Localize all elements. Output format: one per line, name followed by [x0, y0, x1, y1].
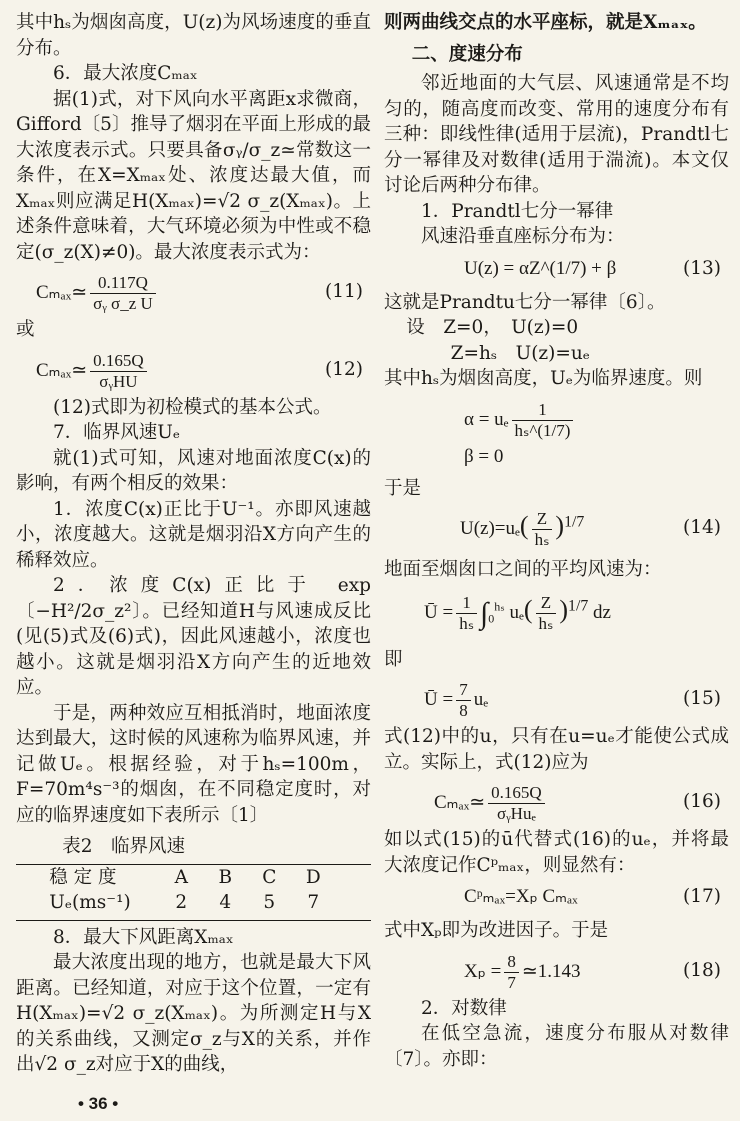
paragraph: 于是，两种效应互相抵消时，地面浓度达到最大，这时候的风速称为临界风速，并记做Uₑ。根据经验，对于hₛ=100m，F=70m⁴s⁻³的烟囱，在不同稳定度时，对应的临界速度如下表所示〔1〕: [16, 702, 371, 826]
equation-number: (15): [683, 688, 721, 709]
paragraph: 最大浓度出现的地方，也就是最大下风距离。已经知道，对应于这个位置，一定有H(Xₘₐₓ)=√2 σ_z(Xₘₐₓ)。为所测定H与X的关系曲线，又测定σ_z与X的关系，并作出√2 σ_z对应于X的曲线，: [16, 952, 371, 1075]
table-bottom-rule: [16, 920, 371, 921]
section-heading-7: 7．临界风速Uₑ: [53, 422, 181, 443]
equation-number: (18): [683, 959, 721, 981]
fraction: $\frac{0.117Q}{\text{σᵧ σ\_z U}}$: [90, 273, 156, 314]
paragraph: 或: [16, 319, 35, 340]
fraction: $\frac{0.165Q}{\text{σᵧHU}}$: [90, 351, 147, 392]
equation-15: Ū = $\frac{7}{8}$ uₑ (15): [424, 680, 721, 720]
equation-13: U(z) = αZ^(1/7) + β (13): [384, 254, 729, 286]
subsection-heading-2: 2．对数律: [421, 997, 507, 1019]
equation-number: (13): [683, 257, 721, 279]
equation-number: (11): [325, 281, 363, 302]
fraction: $\frac{Z}{\text{hₛ}}$: [532, 509, 553, 550]
equation-12: Cₘₐₓ≃ $\frac{0.165Q}{\text{σᵧHU}}$ (12): [36, 350, 363, 391]
fraction: $\frac{Z}{\text{hₛ}}$: [536, 593, 557, 634]
paragraph: 在低空急流，速度分布服从对数律〔7〕。亦即：: [384, 1023, 729, 1070]
equation-beta: β = 0: [464, 445, 504, 467]
paragraph: 如以式(15)的ū代替式(16)的uₑ，并将最大浓度记作Cᵖₘₐₓ，则显然有：: [384, 829, 729, 876]
paragraph: 即: [384, 648, 403, 670]
paragraph: 式(12)中的u，只有在u=uₑ才能使公式成立。实际上，式(12)应为: [384, 726, 729, 773]
equation-mean-speed: Ū = $\frac{1}{\text{hₛ}}$ $\int_0^{h_s}$ uₑ( $\frac{Z}{\text{hₛ}}$ )$^{1/7}$ dz: [424, 592, 611, 633]
equation-14: U(z)=uₑ( $\frac{Z}{\text{hₛ}}$ )$^{1/7}$ (14): [460, 509, 721, 549]
left-column: [16, 10, 371, 1078]
fraction: $\frac{1}{\text{hₛ}}$: [456, 593, 477, 634]
table-critical-wind-speed: [16, 834, 371, 921]
section-heading-6: 6．最大浓度Cₘₐₓ: [53, 63, 198, 84]
paragraph: (12)式即为初检模式的基本公式。: [53, 396, 332, 418]
condition-line: Z=hₛ U(z)=uₑ: [450, 342, 590, 364]
paragraph: 1．浓度C(x)正比于U⁻¹。亦即风速越小，浓度越大。这就是烟羽沿X方向产生的稀释效应。: [16, 498, 371, 571]
section-heading-8: 8．最大下风距离Xₘₐₓ: [53, 926, 234, 948]
paragraph: 风速沿垂直座标分布为：: [421, 226, 625, 247]
paragraph: 式中Xₚ即为改进因子。于是: [384, 920, 609, 941]
paragraph: 于是: [384, 477, 422, 499]
equation-number: (12): [325, 358, 363, 380]
paragraph: 邻近地面的大气层、风速通常是不均匀的，随高度而改变、常用的速度分布有三种：即线性律(适用于层流)，Prandtl七分一幂律及对数律(适用于湍流)。本文仅讨论后两种分布律。: [384, 73, 729, 196]
table-row: Uₑ(ms⁻¹) 2 4 5 7: [49, 892, 320, 913]
fraction: $\frac{8}{7}$: [504, 952, 519, 993]
equation-16: Cₘₐₓ≃ $\frac{0.165Q}{\text{σᵧHuₑ}}$ (16): [434, 783, 721, 823]
fraction: $\frac{0.165Q}{\text{σᵧHuₑ}}$: [488, 783, 545, 824]
paragraph: 这就是Prandtu七分一幂律〔6〕。: [384, 291, 666, 313]
right-column: [384, 10, 729, 1072]
condition-line: 设 Z=0， U(z)=0: [406, 317, 579, 338]
paragraph: 则两曲线交点的水平座标，就是Xₘₐₓ。: [384, 12, 707, 33]
equation-17: Cᵖₘₐₓ=Xₚ Cₘₐₓ (17): [384, 882, 729, 914]
paragraph: 据(1)式，对下风向水平离距x求微商，Gifford〔5〕推导了烟羽在平面上形成的最大浓度表示式。只要具备σᵧ/σ_z≃常数这一条件，在X=Xₘₐₓ处、浓度达最大值，而Xₘₐₓ则应满足H(Xₘₐₓ)=√2 σ_z(Xₘₐₓ)。上述条件意味着，大气环境必须为中性或不稳定(σ_z(X)≠0)。最大浓度表示式为：: [16, 88, 371, 263]
page-number: • 36 •: [78, 1094, 119, 1113]
table-row: 稳 定 度 A B C D: [49, 866, 321, 888]
equation-11: Cₘₐₓ≃ $\frac{0.117Q}{\text{σᵧ σ\_z U}}$ (11): [36, 273, 363, 313]
equation-18: Xₚ = $\frac{8}{7}$ ≃1.143 (18): [464, 951, 721, 992]
paragraph: 其中hₛ为烟囱高度，Uₑ为临界速度。则: [384, 368, 703, 389]
equation-number: (14): [683, 517, 721, 538]
section-heading-2: 二、度速分布: [411, 43, 523, 65]
equation-number: (16): [683, 791, 721, 812]
paragraph: 就(1)式可知，风速对地面浓度C(x)的影响，有两个相反的效果：: [16, 447, 371, 494]
paragraph: 2．浓度C(x)正比于 exp〔−H²/2σ_z²〕。已经知道H与风速成反比(见(5)式及(6)式)，因此风速越小，浓度也越小。这就是烟羽沿X方向产生的近地效应。: [16, 575, 371, 698]
paragraph: 其中hₛ为烟囱高度，U(z)为风场速度的垂直分布。: [16, 12, 371, 59]
fraction: $\frac{1}{\text{hₛ\textasciicircum{}(1/7)}}$: [512, 400, 574, 441]
equation-number: (17): [683, 886, 721, 907]
paragraph: 地面至烟囱口之间的平均风速为：: [384, 559, 662, 580]
table-caption: 表2 临界风速: [62, 836, 186, 857]
equation-alpha: α = uₑ $\frac{1}{\text{hₛ\textasciicircum{}(1/7)}}$: [384, 396, 729, 440]
subsection-heading-1: 1．Prandtl七分一幂律: [421, 200, 614, 222]
fraction: $\frac{7}{8}$: [456, 680, 471, 721]
